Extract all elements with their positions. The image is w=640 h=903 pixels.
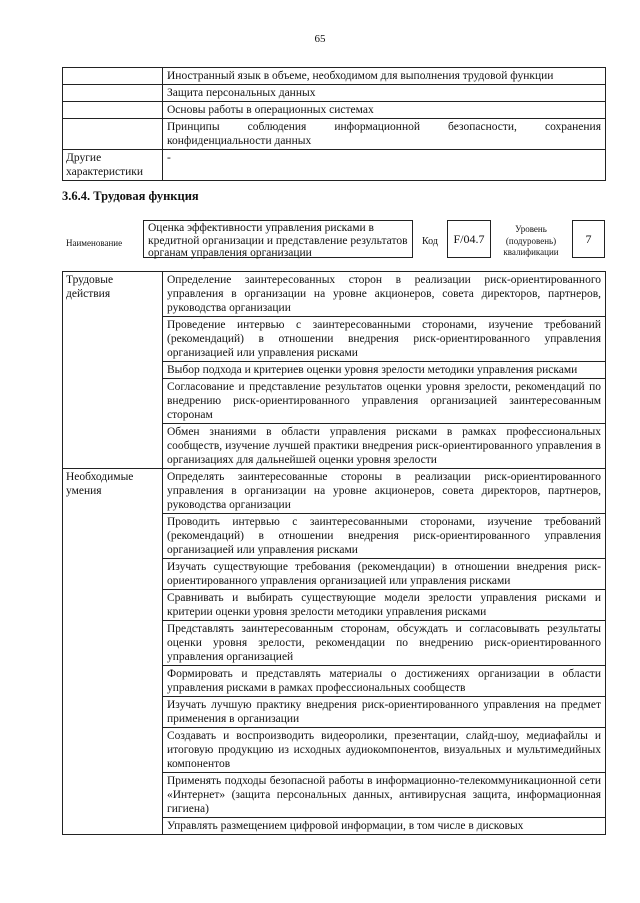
table-row <box>63 119 606 150</box>
row-label <box>63 119 163 150</box>
labor-action-item: Обмен знаниями в области управления рисками в рамках профессиональных сообществ, изучение лучшей практики внедрения риск-ориентированного управления в организациях для дальнейшей оценки уровня зрелости <box>163 424 606 469</box>
labor-action-item: Проведение интервью с заинтересованными сторонами, изучение требований (рекомендаций) в отношении внедрения риск-ориентированного управления организацией или управления рисками <box>163 317 606 362</box>
row-text: Иностранный язык в объеме, необходимом для выполнения трудовой функции <box>163 68 606 85</box>
other-characteristics-value: - <box>163 150 606 181</box>
skill-item: Представлять заинтересованным сторонам, обсуждать и согласовывать результаты оценки уровня зрелости, рекомендации по внедрению риск-ориентированного управления организацией <box>163 621 606 666</box>
skill-item: Создавать и воспроизводить видеоролики, презентации, слайд-шоу, медиафайлы и итоговую продукцию из исходных аудиокомпонентов, визуальных и мультимедийных компонентов <box>163 728 606 773</box>
table-row <box>63 469 606 514</box>
skill-item: Определять заинтересованные стороны в реализации риск-ориентированного управления в организации на уровне акционеров, совета директоров, партнеров, руководства организации <box>163 469 606 514</box>
labor-action-item: Определение заинтересованных сторон в реализации риск-ориентированного управления в организации на уровне акционеров, совета директоров, партнеров, руководства организации <box>163 272 606 317</box>
table-row <box>63 85 606 102</box>
labor-action-item: Выбор подхода и критериев оценки уровня зрелости методики управления рисками <box>163 362 606 379</box>
row-label <box>63 85 163 102</box>
skill-item: Управлять размещением цифровой информации, в том числе в дисковых <box>163 818 606 835</box>
qualification-level-box: 7 <box>572 220 605 258</box>
other-characteristics-label: Другие характеристики <box>63 150 163 181</box>
row-label <box>63 102 163 119</box>
skill-item: Применять подходы безопасной работы в информационно-телекоммуникационной сети «Интернет» (защита персональных данных, антивирусная защита, информационная гигиена) <box>163 773 606 818</box>
knowledge-table <box>62 67 606 181</box>
table-row <box>63 150 606 181</box>
table-row <box>63 272 606 317</box>
skill-item: Изучать существующие требования (рекомендации) в отношении внедрения риск-ориентированного управления организацией или управления рисками <box>163 559 606 590</box>
skill-item: Проводить интервью с заинтересованными сторонами, изучение требований (рекомендаций) в отношении внедрения риск-ориентированного управления организацией или управления рисками <box>163 514 606 559</box>
function-code-box: F/04.7 <box>447 220 491 258</box>
function-details-table <box>62 271 606 835</box>
name-label: Наименование <box>66 238 123 248</box>
table-row <box>63 102 606 119</box>
row-text: Принципы соблюдения информационной безопасности, сохранения конфиденциальности данных <box>163 119 606 150</box>
code-label: Код <box>422 236 438 247</box>
page-number: 65 <box>314 33 326 45</box>
section-title: 3.6.4. Трудовая функция <box>62 189 199 203</box>
row-label <box>63 68 163 85</box>
function-name-box: Оценка эффективности управления рисками в кредитной организации и представление результатов органам управления организации <box>143 220 413 258</box>
row-text: Основы работы в операционных системах <box>163 102 606 119</box>
qualification-level-label: Уровень (подуровень) квалификации <box>503 224 559 257</box>
skill-item: Изучать лучшую практику внедрения риск-ориентированного управления на предмет применения в организации <box>163 697 606 728</box>
row-text: Защита персональных данных <box>163 85 606 102</box>
labor-action-item: Согласование и представление результатов оценки уровня зрелости, рекомендаций по внедрению риск-ориентированного управления организацией заинтересованным сторонам <box>163 379 606 424</box>
table-row <box>63 68 606 85</box>
skill-item: Формировать и представлять материалы о достижениях организации в области управления рисками в рамках профессиональных сообществ <box>163 666 606 697</box>
required-skills-label: Необходимые умения <box>63 469 163 835</box>
labor-actions-label: Трудовые действия <box>63 272 163 469</box>
skill-item: Сравнивать и выбирать существующие модели зрелости управления рисками и критерии оценки уровня зрелости методики управления рисками <box>163 590 606 621</box>
